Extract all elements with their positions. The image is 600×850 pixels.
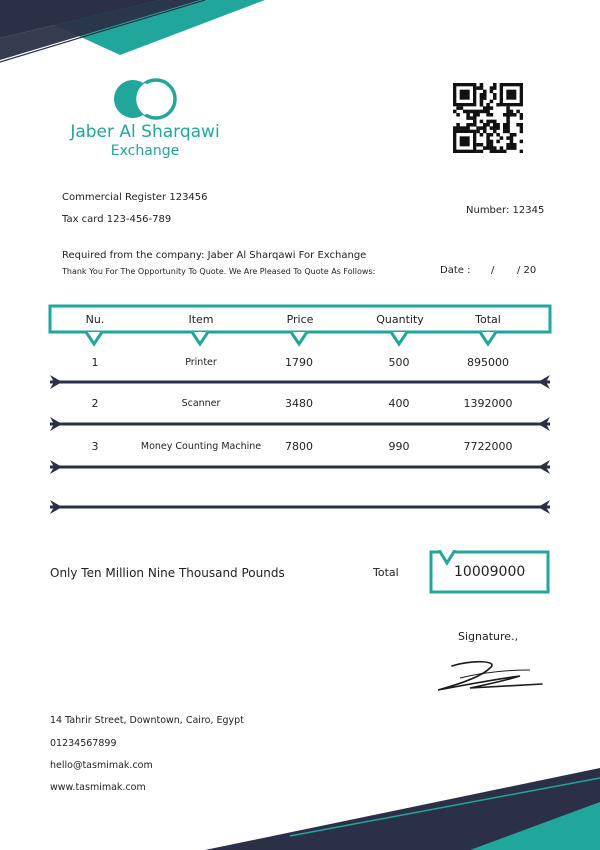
row-item: Money Counting Machine [140, 441, 262, 452]
row-total: 1392000 [463, 397, 513, 410]
column-header-nu: Nu. [85, 313, 105, 326]
row-item: Printer [185, 357, 217, 368]
company-brand [60, 78, 230, 160]
row-nu: 1 [91, 356, 99, 369]
row-price: 1790 [285, 356, 313, 369]
overlapping-circles-logo-icon [112, 78, 178, 120]
column-header-item: Item [188, 313, 214, 326]
row-quantity: 400 [388, 397, 410, 410]
row-nu: 3 [91, 440, 99, 453]
column-header-quantity: Quantity [376, 313, 424, 326]
signature-label: Signature., [458, 630, 519, 643]
contact-phone: 01234567899 [50, 738, 117, 749]
table-header [50, 306, 550, 330]
row-divider [48, 374, 552, 390]
company-name: Jaber Al Sharqawi [70, 122, 220, 142]
row-divider [48, 459, 552, 475]
top-decoration [0, 0, 600, 70]
quote-intro: Thank You For The Opportunity To Quote. We Are Pleased To Quote As Follows: [62, 267, 376, 276]
row-divider [48, 499, 552, 515]
document-number: Number: 12345 [466, 205, 545, 216]
row-price: 3480 [285, 397, 313, 410]
company-subtitle: Exchange [110, 143, 180, 159]
bottom-decoration [0, 760, 600, 850]
required-from: Required from the company: Jaber Al Sharqawi For Exchange [62, 250, 367, 261]
commercial-register: Commercial Register 123456 [62, 192, 208, 203]
date-label: Date : [440, 265, 471, 276]
contact-address: 14 Tahrir Street, Downtown, Cairo, Egypt [50, 715, 244, 726]
amount-in-words: Only Ten Million Nine Thousand Pounds [50, 566, 285, 580]
signature-scribble-icon [430, 656, 550, 696]
tax-card: Tax card 123-456-789 [62, 214, 172, 225]
date-separator-1: / [491, 265, 495, 276]
row-quantity: 990 [388, 440, 410, 453]
column-header-price: Price [286, 313, 314, 326]
contact-website[interactable]: www.tasmimak.com [50, 782, 146, 793]
row-quantity: 500 [388, 356, 410, 369]
row-total: 895000 [467, 356, 509, 369]
total-label: Total [373, 566, 399, 579]
qr-code-icon [453, 83, 523, 153]
row-item: Scanner [181, 398, 221, 409]
contact-email[interactable]: hello@tasmimak.com [50, 760, 153, 771]
row-price: 7800 [285, 440, 313, 453]
grand-total-value: 10009000 [454, 564, 526, 580]
row-total: 7722000 [463, 440, 513, 453]
date-separator-2: / 20 [517, 265, 537, 276]
row-divider [48, 416, 552, 432]
column-header-total: Total [475, 313, 501, 326]
row-nu: 2 [91, 397, 99, 410]
